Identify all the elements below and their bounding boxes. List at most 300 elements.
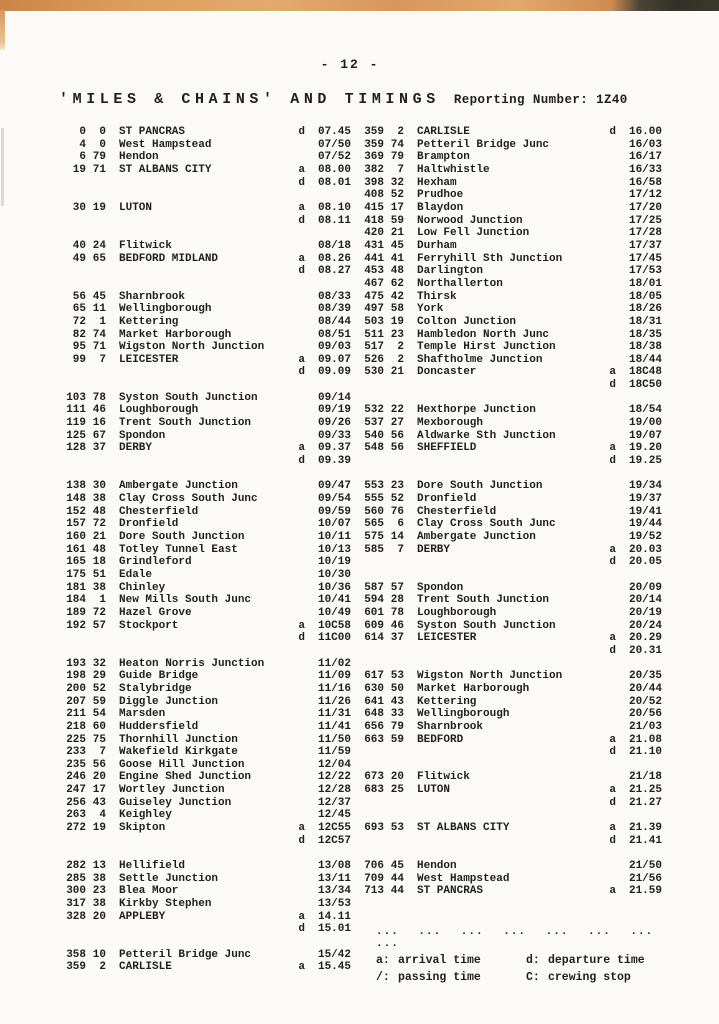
- page-title: 'MILES & CHAINS' AND TIMINGS: [59, 91, 440, 108]
- cell-flag: [604, 670, 616, 683]
- cell-station: [417, 797, 604, 810]
- timing-row: [59, 493, 351, 506]
- cell-miles: 189: [66, 606, 86, 619]
- cell-flag: [293, 797, 305, 810]
- cell-flag: [604, 316, 616, 329]
- cell-station: Dronfield: [417, 493, 477, 506]
- cell-flag: [293, 759, 305, 772]
- cell-flag: [293, 873, 305, 886]
- cell-flag: a: [298, 163, 305, 176]
- cell-flag: [293, 303, 305, 316]
- timing-row: [357, 556, 662, 569]
- cell-time: 19.25: [628, 455, 662, 468]
- cell-chains: 45: [390, 239, 404, 252]
- cell-flag: [293, 708, 305, 721]
- cell-miles: [357, 746, 384, 759]
- cell-time: 12/22: [317, 771, 351, 784]
- timing-row: [59, 594, 351, 607]
- cell-time: 21.10: [628, 746, 662, 759]
- cell-miles: 111: [66, 404, 86, 417]
- timing-row: [357, 873, 662, 886]
- cell-time: 11/26: [317, 695, 351, 708]
- cell-time: 09.39: [317, 455, 351, 468]
- row-gap: [357, 809, 662, 822]
- cell-chains: 38: [92, 493, 106, 506]
- timing-row: [357, 683, 662, 696]
- cell-station: Skipton: [119, 822, 166, 835]
- cell-chains: 76: [390, 505, 404, 518]
- cell-station: [417, 746, 604, 759]
- cell-chains: 46: [92, 404, 106, 417]
- cell-station: Guide Bridge: [119, 670, 199, 683]
- cell-time: 09/19: [317, 404, 351, 417]
- cell-chains: 14: [390, 531, 404, 543]
- timing-row: [357, 670, 662, 683]
- row-gap: [59, 468, 351, 481]
- cell-flag: [604, 341, 616, 354]
- cell-time: 08.11: [317, 214, 351, 227]
- cell-station: Hazel Grove: [119, 606, 192, 619]
- cell-station: Durham: [417, 239, 457, 252]
- timing-row: [59, 341, 351, 354]
- timing-row: [357, 278, 662, 291]
- cell-miles: 709: [364, 872, 384, 885]
- cell-chains: 79: [92, 151, 106, 164]
- cell-flag: a: [609, 885, 616, 898]
- cell-time: 12C57: [317, 834, 351, 847]
- cell-chains: 46: [390, 619, 404, 632]
- cell-station: [119, 632, 293, 645]
- cell-chains: 62: [390, 277, 404, 290]
- cell-time: 12/28: [317, 784, 351, 797]
- cell-station: Clay Cross South Junc: [119, 493, 258, 506]
- cell-miles: 673: [364, 771, 384, 784]
- cell-miles: [59, 366, 86, 379]
- row-gap: [59, 645, 351, 658]
- cell-flag: [293, 240, 305, 253]
- cell-time: 10/19: [317, 556, 351, 569]
- timing-row: [357, 404, 662, 417]
- cell-chains: 57: [92, 619, 106, 632]
- cell-time: 18C50: [628, 379, 662, 392]
- cell-miles: 72: [72, 315, 86, 328]
- cell-station: Aldwarke Sth Junction: [417, 429, 556, 442]
- cell-chains: [86, 923, 106, 936]
- timing-row: [59, 303, 351, 316]
- cell-chains: 71: [92, 341, 106, 354]
- timings-column-right: [357, 126, 662, 898]
- timing-row: [357, 177, 662, 190]
- cell-miles: [59, 632, 86, 645]
- cell-time: 09/59: [317, 505, 351, 518]
- row-gap: [59, 278, 351, 291]
- cell-chains: 19: [390, 315, 404, 328]
- timing-row: [59, 658, 351, 671]
- cell-time: 08.26: [317, 252, 351, 265]
- row-gap: [357, 468, 662, 481]
- cell-flag: [293, 809, 305, 822]
- cell-miles: 614: [364, 632, 384, 645]
- legend-item: [526, 952, 676, 969]
- cell-station: Ferryhill Sth Junction: [417, 252, 563, 265]
- cell-miles: 441: [364, 252, 384, 265]
- timing-row: [357, 885, 662, 898]
- timing-row: [357, 253, 662, 266]
- cell-miles: 200: [66, 682, 86, 695]
- cell-time: 21/03: [628, 720, 662, 733]
- cell-chains: 20: [92, 910, 106, 923]
- cell-chains: 0: [99, 126, 106, 138]
- cell-flag: [604, 139, 616, 152]
- cell-chains: 28: [390, 594, 404, 607]
- timing-row: [59, 923, 351, 936]
- legend-key: a:: [376, 954, 390, 967]
- cell-chains: 2: [99, 961, 106, 974]
- timing-row: [59, 885, 351, 898]
- cell-time: 18/31: [628, 315, 662, 328]
- cell-miles: [357, 379, 384, 392]
- cell-flag: [293, 898, 305, 911]
- cell-time: 10/36: [317, 581, 351, 594]
- cell-miles: 233: [66, 746, 86, 759]
- cell-flag: [293, 594, 305, 607]
- cell-time: 19/41: [628, 505, 662, 518]
- cell-chains: 19: [92, 822, 106, 835]
- cell-chains: 4: [99, 809, 106, 822]
- cell-miles: 138: [66, 480, 86, 493]
- timing-row: [357, 189, 662, 202]
- cell-miles: 359: [364, 126, 384, 138]
- cell-station: Dronfield: [119, 518, 179, 531]
- cell-station: West Hampstead: [119, 138, 212, 151]
- cell-miles: 503: [364, 315, 384, 328]
- timing-row: [357, 329, 662, 342]
- cell-station: [417, 835, 604, 848]
- cell-chains: [86, 835, 106, 848]
- cell-station: Sharnbrook: [119, 290, 186, 303]
- cell-time: 10/41: [317, 594, 351, 607]
- cell-time: 11/16: [317, 682, 351, 695]
- cell-flag: d: [609, 379, 616, 392]
- cell-miles: 207: [66, 695, 86, 708]
- cell-flag: d: [298, 923, 305, 936]
- cell-miles: 713: [364, 885, 384, 898]
- cell-miles: 165: [66, 556, 86, 569]
- cell-station: York: [417, 303, 444, 316]
- cell-station: Engine Shed Junction: [119, 771, 252, 784]
- timing-row: [357, 506, 662, 519]
- cell-station: Chesterfield: [119, 505, 199, 518]
- cell-chains: 56: [92, 758, 106, 771]
- cell-miles: 4: [79, 138, 86, 151]
- cell-miles: 184: [66, 594, 86, 607]
- cell-station: [119, 215, 293, 228]
- cell-miles: 181: [66, 581, 86, 594]
- cell-miles: 95: [72, 341, 86, 354]
- cell-miles: 526: [364, 353, 384, 366]
- legend-label: arrival time: [398, 954, 481, 967]
- cell-time: 11C00: [317, 632, 351, 645]
- cell-flag: a: [609, 366, 616, 379]
- cell-time: 18C48: [628, 366, 662, 379]
- cell-flag: d: [298, 265, 305, 278]
- cell-flag: [604, 696, 616, 709]
- timing-row: [59, 582, 351, 595]
- timing-row: [59, 164, 351, 177]
- cell-time: 10/13: [317, 543, 351, 556]
- cell-chains: 21: [390, 366, 404, 379]
- cell-miles: 300: [66, 885, 86, 898]
- cell-chains: 52: [390, 493, 404, 506]
- cell-time: 11/50: [317, 733, 351, 746]
- timing-row: [357, 316, 662, 329]
- cell-chains: 2: [397, 126, 404, 138]
- cell-station: Shaftholme Junction: [417, 353, 543, 366]
- cell-miles: 630: [364, 682, 384, 695]
- cell-miles: 82: [72, 328, 86, 341]
- timing-row: [59, 518, 351, 531]
- cell-miles: 272: [66, 822, 86, 835]
- cell-chains: 44: [390, 872, 404, 885]
- timing-row: [59, 329, 351, 342]
- cell-station: Trent South Junction: [417, 594, 550, 607]
- cell-time: 09/26: [317, 417, 351, 430]
- cell-station: [119, 835, 293, 848]
- cell-miles: 431: [364, 239, 384, 252]
- cell-time: 19/52: [628, 531, 662, 543]
- document-header: [59, 91, 709, 108]
- cell-chains: 71: [92, 163, 106, 176]
- cell-chains: [384, 379, 404, 392]
- timing-row: [59, 898, 351, 911]
- cell-chains: [86, 366, 106, 379]
- cell-station: Stalybridge: [119, 682, 192, 695]
- cell-flag: [293, 151, 305, 164]
- cell-chains: 56: [390, 429, 404, 442]
- cell-flag: [604, 506, 616, 519]
- timing-row: [59, 860, 351, 873]
- timing-row: [59, 620, 351, 633]
- cell-time: 21.41: [628, 834, 662, 847]
- cell-flag: d: [609, 644, 616, 657]
- cell-flag: [293, 493, 305, 506]
- cell-flag: [293, 556, 305, 569]
- cell-station: Market Harborough: [417, 682, 530, 695]
- cell-station: ST PANCRAS: [417, 885, 484, 898]
- cell-flag: [293, 518, 305, 531]
- cell-time: 12/04: [317, 758, 351, 771]
- cell-time: 21.59: [628, 885, 662, 898]
- cell-miles: 587: [364, 581, 384, 594]
- cell-chains: [86, 177, 106, 190]
- cell-flag: [604, 531, 616, 544]
- cell-flag: [293, 139, 305, 152]
- cell-station: ST ALBANS CITY: [417, 822, 510, 835]
- cell-station: Edale: [119, 568, 153, 581]
- cell-chains: 17: [390, 201, 404, 214]
- cell-time: 17/37: [628, 239, 662, 252]
- cell-flag: d: [298, 214, 305, 227]
- cell-station: Huddersfield: [119, 720, 199, 733]
- cell-flag: d: [298, 126, 305, 138]
- cell-time: 19/37: [628, 493, 662, 506]
- cell-time: 12/45: [317, 809, 351, 822]
- cell-flag: [604, 253, 616, 266]
- cell-chains: 38: [92, 581, 106, 594]
- cell-time: 11/09: [317, 670, 351, 683]
- cell-flag: a: [298, 442, 305, 455]
- cell-station: [417, 379, 604, 392]
- cell-flag: [604, 771, 616, 784]
- cell-station: LEICESTER: [417, 632, 477, 645]
- cell-flag: [293, 417, 305, 430]
- timing-row: [59, 911, 351, 924]
- cell-time: 16/58: [628, 176, 662, 189]
- timing-row: [59, 809, 351, 822]
- cell-chains: 38: [92, 898, 106, 911]
- cell-miles: 328: [66, 910, 86, 923]
- cell-station: [119, 923, 293, 936]
- cell-flag: [604, 151, 616, 164]
- timing-row: [59, 822, 351, 835]
- cell-time: 07/52: [317, 151, 351, 164]
- cell-miles: 408: [364, 189, 384, 202]
- cell-miles: 609: [364, 619, 384, 632]
- timing-row: [59, 126, 351, 139]
- timing-row: [59, 240, 351, 253]
- cell-chains: 74: [92, 328, 106, 341]
- cell-flag: a: [298, 353, 305, 366]
- cell-chains: 29: [92, 670, 106, 683]
- cell-flag: [293, 582, 305, 595]
- cell-flag: [604, 493, 616, 506]
- scan-artifact: [1, 128, 4, 206]
- cell-miles: [357, 797, 384, 810]
- cell-flag: [293, 341, 305, 354]
- timing-row: [59, 215, 351, 228]
- cell-miles: 235: [66, 758, 86, 771]
- cell-chains: 23: [390, 480, 404, 493]
- cell-chains: 48: [92, 543, 106, 556]
- cell-chains: 45: [390, 860, 404, 873]
- cell-miles: 517: [364, 341, 384, 354]
- cell-time: 20/35: [628, 670, 662, 683]
- cell-time: 21.27: [628, 796, 662, 809]
- timing-row: [59, 139, 351, 152]
- cell-station: [417, 455, 604, 468]
- cell-station: CARLISLE: [119, 961, 172, 974]
- row-gap: [59, 189, 351, 202]
- cell-miles: 453: [364, 265, 384, 278]
- cell-miles: 553: [364, 480, 384, 493]
- cell-flag: [604, 227, 616, 240]
- timing-row: [59, 151, 351, 164]
- cell-chains: [384, 746, 404, 759]
- timing-row: [357, 582, 662, 595]
- timing-row: [357, 531, 662, 544]
- cell-miles: 398: [364, 176, 384, 189]
- cell-station: Hexham: [417, 176, 457, 189]
- cell-chains: 50: [390, 682, 404, 695]
- cell-flag: a: [609, 543, 616, 556]
- cell-station: Kirkby Stephen: [119, 898, 212, 911]
- row-gap: [357, 392, 662, 405]
- cell-miles: 555: [364, 493, 384, 506]
- cell-chains: 42: [390, 290, 404, 303]
- timing-row: [357, 544, 662, 557]
- cell-time: 21/56: [628, 872, 662, 885]
- cell-station: Wigston North Junction: [119, 341, 265, 354]
- cell-flag: [604, 480, 616, 493]
- timing-row: [59, 392, 351, 405]
- cell-flag: d: [298, 176, 305, 189]
- cell-miles: 282: [66, 860, 86, 873]
- cell-station: ST ALBANS CITY: [119, 163, 212, 176]
- cell-miles: [59, 265, 86, 278]
- cell-station: Norwood Junction: [417, 214, 523, 227]
- cell-time: 17/12: [628, 189, 662, 202]
- timing-row: [59, 746, 351, 759]
- legend-label: crewing stop: [548, 971, 631, 984]
- cell-flag: [293, 430, 305, 443]
- cell-miles: 415: [364, 201, 384, 214]
- legend: [376, 952, 676, 986]
- cell-miles: 157: [66, 518, 86, 531]
- cell-miles: 285: [66, 872, 86, 885]
- cell-flag: [293, 316, 305, 329]
- row-gap: [59, 379, 351, 392]
- cell-chains: 79: [390, 151, 404, 164]
- cell-flag: d: [609, 556, 616, 569]
- cell-station: Loughborough: [119, 404, 199, 417]
- cell-flag: [604, 594, 616, 607]
- cell-station: Settle Junction: [119, 872, 219, 885]
- cell-station: Dore South Junction: [417, 480, 543, 493]
- cell-time: 18/26: [628, 303, 662, 316]
- timing-row: [357, 734, 662, 747]
- cell-flag: d: [609, 796, 616, 809]
- cell-time: 18/38: [628, 341, 662, 354]
- timing-row: [357, 493, 662, 506]
- cell-chains: 7: [99, 746, 106, 759]
- cell-time: 20/09: [628, 581, 662, 594]
- cell-flag: [604, 354, 616, 367]
- cell-time: 14.11: [317, 910, 351, 923]
- cell-time: 08.10: [317, 201, 351, 214]
- cell-time: 21.25: [628, 784, 662, 797]
- cell-chains: 33: [390, 708, 404, 721]
- timing-row: [59, 442, 351, 455]
- cell-miles: [357, 455, 384, 468]
- cell-chains: 1: [99, 594, 106, 607]
- cell-miles: 30: [72, 201, 86, 214]
- cell-flag: [293, 683, 305, 696]
- cell-time: 19/00: [628, 417, 662, 430]
- cell-miles: 161: [66, 543, 86, 556]
- cell-flag: [293, 404, 305, 417]
- cell-miles: 683: [364, 784, 384, 797]
- cell-time: 09/54: [317, 493, 351, 506]
- cell-station: BEDFORD MIDLAND: [119, 252, 219, 265]
- cell-station: Hambledon North Junc: [417, 328, 550, 341]
- scan-edge-top: [0, 0, 719, 11]
- cell-miles: 359: [364, 138, 384, 151]
- cell-chains: 67: [92, 429, 106, 442]
- cell-station: Low Fell Junction: [417, 227, 530, 240]
- timing-row: [357, 430, 662, 443]
- cell-miles: 256: [66, 796, 86, 809]
- cell-flag: a: [298, 252, 305, 265]
